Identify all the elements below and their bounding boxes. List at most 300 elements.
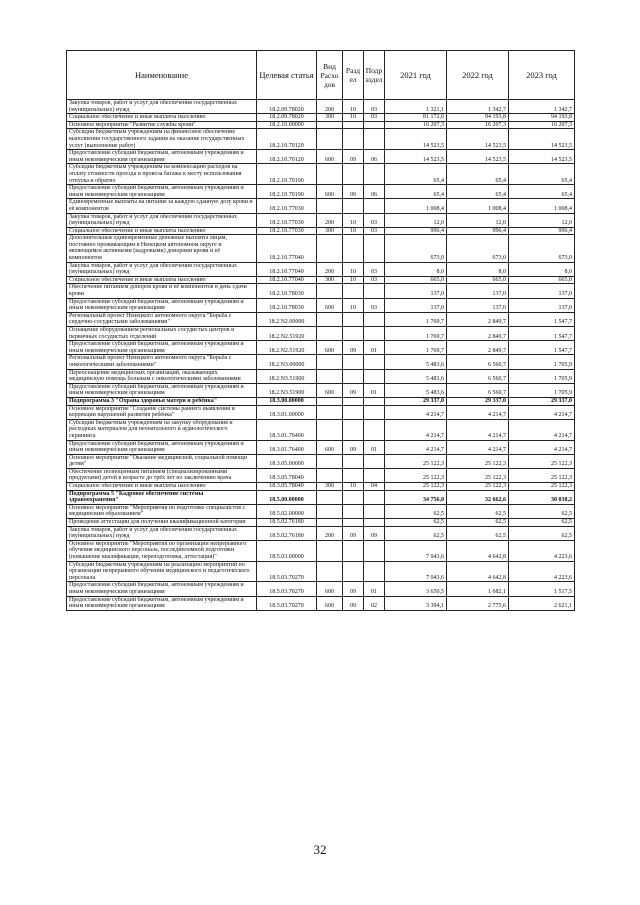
- row-razdel-cell: 09: [343, 440, 364, 454]
- row-article-cell: 18.2.10.00000: [257, 121, 317, 129]
- row-2022-cell: 62,5: [447, 504, 509, 518]
- table-row: [67, 468, 575, 482]
- row-2021-cell: 137,0: [385, 298, 447, 312]
- row-podrazdel-cell: [364, 405, 385, 419]
- row-podrazdel-cell: 03: [364, 227, 385, 235]
- row-name-cell: Дополнительные единовременные денежные выплаты лицам, постоянно проживающим в Ненецком автономном округе и являющимся активными (кадровыми) донорами крови и её компонентов: [67, 235, 257, 262]
- row-podrazdel-cell: 06: [364, 185, 385, 199]
- row-razdel-cell: [343, 468, 364, 482]
- table-row: [67, 561, 575, 582]
- table-row: [67, 490, 575, 504]
- row-vid-cell: [317, 129, 343, 150]
- table-row: [67, 121, 575, 129]
- row-razdel-cell: [343, 121, 364, 129]
- table-row: [67, 440, 575, 454]
- row-podrazdel-cell: 09: [364, 526, 385, 540]
- row-2023-cell: 137,0: [509, 284, 575, 298]
- row-2022-cell: 137,0: [447, 284, 509, 298]
- row-2022-cell: 65,4: [447, 164, 509, 185]
- row-vid-cell: 300: [317, 276, 343, 284]
- row-name-cell: Закупка товаров, работ и услуг для обеспечения государственных (муниципальных) нужд: [67, 262, 257, 276]
- row-razdel-cell: [343, 369, 364, 383]
- table-row: [67, 483, 575, 491]
- row-article-cell: 18.2.09.78020: [257, 114, 317, 122]
- row-name-cell: Региональный проект Ненецкого автономного округа "Борьба с онкологическими заболеваниями": [67, 355, 257, 369]
- row-2022-cell: 16 207,3: [447, 121, 509, 129]
- row-2022-cell: 2 849,7: [447, 341, 509, 355]
- row-podrazdel-cell: 03: [364, 262, 385, 276]
- row-podrazdel-cell: [364, 519, 385, 527]
- row-podrazdel-cell: [364, 312, 385, 326]
- row-article-cell: 18.2.09.78020: [257, 100, 317, 114]
- row-razdel-cell: 10: [343, 276, 364, 284]
- row-2023-cell: 1 008,4: [509, 199, 575, 213]
- row-podrazdel-cell: 03: [364, 114, 385, 122]
- row-podrazdel-cell: [364, 199, 385, 213]
- row-article-cell: 18.3.01.76400: [257, 419, 317, 440]
- row-vid-cell: 600: [317, 582, 343, 596]
- row-podrazdel-cell: [364, 419, 385, 440]
- row-2021-cell: 1 769,7: [385, 312, 447, 326]
- row-2023-cell: 4 214,7: [509, 440, 575, 454]
- row-razdel-cell: [343, 561, 364, 582]
- row-razdel-cell: [343, 284, 364, 298]
- row-article-cell: 18.2.10.77030: [257, 199, 317, 213]
- row-2021-cell: 1 321,1: [385, 100, 447, 114]
- row-vid-cell: [317, 504, 343, 518]
- row-name-cell: Переоснащение медицинских организаций, оказывающих медицинскую помощь больным с онкологическими заболеваниями: [67, 369, 257, 383]
- header-razdel: Разд ел: [343, 51, 364, 100]
- row-podrazdel-cell: [364, 490, 385, 504]
- row-vid-cell: [317, 419, 343, 440]
- table-row: [67, 582, 575, 596]
- row-2022-cell: 8,0: [447, 262, 509, 276]
- row-name-cell: Закупка товаров, работ и услуг для обеспечения государственных (муниципальных) нужд: [67, 526, 257, 540]
- row-2023-cell: 12,0: [509, 213, 575, 227]
- row-2022-cell: 1 342,7: [447, 100, 509, 114]
- row-razdel-cell: [343, 405, 364, 419]
- row-vid-cell: [317, 519, 343, 527]
- row-vid-cell: [317, 454, 343, 468]
- row-2023-cell: 25 122,3: [509, 483, 575, 491]
- table-row: [67, 185, 575, 199]
- row-article-cell: 18.2.10.77030: [257, 213, 317, 227]
- row-2021-cell: 65,4: [385, 164, 447, 185]
- row-2021-cell: 25 122,3: [385, 483, 447, 491]
- row-podrazdel-cell: [364, 129, 385, 150]
- table-row: [67, 383, 575, 397]
- row-2022-cell: 2 775,6: [447, 596, 509, 610]
- table-row: [67, 419, 575, 440]
- row-podrazdel-cell: [364, 164, 385, 185]
- table-header-row: [67, 51, 575, 100]
- row-podrazdel-cell: [364, 540, 385, 561]
- row-name-cell: Предоставление субсидий бюджетным, автономным учреждениям и иным некоммерческим организациям: [67, 596, 257, 610]
- row-name-cell: Социальное обеспечение и иные выплаты населению: [67, 114, 257, 122]
- header-vid: Вид Расхо дов: [317, 51, 343, 100]
- row-2023-cell: 665,0: [509, 276, 575, 284]
- row-name-cell: Основное мероприятие "Развитие службы крови": [67, 121, 257, 129]
- row-name-cell: Региональный проект Ненецкого автономного округа "Борьба с сердечно-сосудистыми заболеваниями": [67, 312, 257, 326]
- table-row: [67, 213, 575, 227]
- row-name-cell: Проведение аттестации для получения квалификационной категории: [67, 519, 257, 527]
- row-podrazdel-cell: 01: [364, 440, 385, 454]
- row-vid-cell: [317, 199, 343, 213]
- row-name-cell: Субсидии бюджетным учреждениям на реализацию мероприятий по организации непрерывного обучения медицинского и педагогического персонала: [67, 561, 257, 582]
- row-razdel-cell: [343, 419, 364, 440]
- row-podrazdel-cell: 06: [364, 150, 385, 164]
- row-name-cell: Единовременные выплаты на питание за каждую сданную дозу крови и её компонентов: [67, 199, 257, 213]
- row-vid-cell: [317, 490, 343, 504]
- row-2022-cell: 4 214,7: [447, 405, 509, 419]
- row-2022-cell: 25 122,3: [447, 468, 509, 482]
- row-2021-cell: 29 337,0: [385, 397, 447, 405]
- row-2022-cell: 996,4: [447, 227, 509, 235]
- row-razdel-cell: 10: [343, 114, 364, 122]
- row-2021-cell: 665,0: [385, 276, 447, 284]
- row-name-cell: Основное мероприятие "Мероприятия по подготовке специалистов с медицинским образованием": [67, 504, 257, 518]
- row-2023-cell: 1 547,7: [509, 327, 575, 341]
- row-2023-cell: 1 547,7: [509, 312, 575, 326]
- row-2021-cell: 62,5: [385, 504, 447, 518]
- row-2021-cell: 81 172,0: [385, 114, 447, 122]
- row-razdel-cell: 10: [343, 483, 364, 491]
- row-2023-cell: 4 214,7: [509, 419, 575, 440]
- row-podrazdel-cell: [364, 468, 385, 482]
- row-2021-cell: 62,5: [385, 526, 447, 540]
- table-row: [67, 355, 575, 369]
- row-vid-cell: [317, 540, 343, 561]
- row-article-cell: 18.5.03.70270: [257, 561, 317, 582]
- row-2021-cell: 12,0: [385, 213, 447, 227]
- table-row: [67, 129, 575, 150]
- row-podrazdel-cell: [364, 235, 385, 262]
- row-2022-cell: 2 849,7: [447, 327, 509, 341]
- row-2021-cell: 1 769,7: [385, 341, 447, 355]
- row-article-cell: 18.5.03.70270: [257, 582, 317, 596]
- row-article-cell: 18.2.10.77040: [257, 276, 317, 284]
- row-2021-cell: 4 214,7: [385, 419, 447, 440]
- row-2021-cell: 16 207,3: [385, 121, 447, 129]
- row-vid-cell: [317, 355, 343, 369]
- table-row: [67, 341, 575, 355]
- row-name-cell: Предоставление субсидий бюджетным, автономным учреждениям и иным некоммерческим организациям: [67, 298, 257, 312]
- row-2022-cell: 14 523,5: [447, 129, 509, 150]
- row-vid-cell: [317, 284, 343, 298]
- row-article-cell: 18.2.10.70120: [257, 129, 317, 150]
- row-podrazdel-cell: [364, 454, 385, 468]
- row-vid-cell: [317, 405, 343, 419]
- row-name-cell: Предоставление субсидий бюджетным, автономным учреждениям и иным некоммерческим организациям: [67, 582, 257, 596]
- header-podrazdel: Подр аздел: [364, 51, 385, 100]
- row-article-cell: 18.5.03.00000: [257, 540, 317, 561]
- row-podrazdel-cell: [364, 284, 385, 298]
- row-2021-cell: 996,4: [385, 227, 447, 235]
- row-2021-cell: 62,5: [385, 519, 447, 527]
- row-article-cell: 18.2.10.70190: [257, 185, 317, 199]
- budget-table: [66, 50, 575, 611]
- row-2022-cell: 665,0: [447, 276, 509, 284]
- row-2023-cell: 25 122,3: [509, 468, 575, 482]
- row-2021-cell: 1 769,7: [385, 327, 447, 341]
- table-row: [67, 369, 575, 383]
- row-vid-cell: 200: [317, 213, 343, 227]
- row-2023-cell: 62,5: [509, 504, 575, 518]
- row-article-cell: 18.3.00.00000: [257, 397, 317, 405]
- row-2023-cell: 16 207,3: [509, 121, 575, 129]
- row-2022-cell: 4 642,8: [447, 561, 509, 582]
- row-razdel-cell: 09: [343, 185, 364, 199]
- row-2023-cell: 65,4: [509, 164, 575, 185]
- row-2021-cell: 34 756,0: [385, 490, 447, 504]
- row-name-cell: Субсидии бюджетным учреждениям на компенсацию расходов на оплату стоимости проезда и провоза багажа к месту использования отпуска и обратно: [67, 164, 257, 185]
- row-razdel-cell: 09: [343, 150, 364, 164]
- row-2023-cell: 137,0: [509, 298, 575, 312]
- row-article-cell: 18.2.N2.00000: [257, 312, 317, 326]
- table-row: [67, 114, 575, 122]
- row-vid-cell: 200: [317, 526, 343, 540]
- row-2022-cell: 6 560,7: [447, 355, 509, 369]
- row-razdel-cell: [343, 504, 364, 518]
- row-podrazdel-cell: 01: [364, 582, 385, 596]
- row-article-cell: 18.2.N3.00000: [257, 355, 317, 369]
- row-2022-cell: 25 122,3: [447, 483, 509, 491]
- row-2022-cell: 94 193,8: [447, 114, 509, 122]
- row-2022-cell: 29 337,0: [447, 397, 509, 405]
- row-2022-cell: 62,5: [447, 526, 509, 540]
- row-article-cell: 18.3.01.76400: [257, 440, 317, 454]
- row-podrazdel-cell: 02: [364, 596, 385, 610]
- row-2021-cell: 5 483,6: [385, 355, 447, 369]
- row-podrazdel-cell: [364, 397, 385, 405]
- row-2023-cell: 1 342,7: [509, 100, 575, 114]
- page-number: 32: [313, 842, 327, 857]
- row-razdel-cell: [343, 312, 364, 326]
- row-podrazdel-cell: 01: [364, 383, 385, 397]
- table-row: [67, 454, 575, 468]
- table-row: [67, 199, 575, 213]
- header-2023: 2023 год: [509, 51, 575, 100]
- row-name-cell: Предоставление субсидий бюджетным, автономным учреждениям и иным некоммерческим организациям: [67, 440, 257, 454]
- row-article-cell: 18.3.05.78040: [257, 468, 317, 482]
- row-vid-cell: 300: [317, 227, 343, 235]
- row-2023-cell: 29 337,0: [509, 397, 575, 405]
- row-razdel-cell: [343, 235, 364, 262]
- row-article-cell: 18.2.10.78030: [257, 284, 317, 298]
- row-vid-cell: [317, 121, 343, 129]
- row-razdel-cell: 10: [343, 100, 364, 114]
- row-2023-cell: 996,4: [509, 227, 575, 235]
- row-2021-cell: 673,0: [385, 235, 447, 262]
- row-2023-cell: 25 122,3: [509, 454, 575, 468]
- row-name-cell: Оснащение оборудованием региональных сосудистых центров и первичных сосудистых отделений: [67, 327, 257, 341]
- table-row: [67, 540, 575, 561]
- table-row: [67, 397, 575, 405]
- row-podrazdel-cell: 03: [364, 213, 385, 227]
- row-article-cell: 18.2.N3.51900: [257, 369, 317, 383]
- table-row: [67, 327, 575, 341]
- row-name-cell: Основное мероприятие "Оказание медицинской, социальной помощи детям": [67, 454, 257, 468]
- row-2023-cell: 62,5: [509, 519, 575, 527]
- row-name-cell: Подпрограмма 5 "Кадровое обеспечение системы здравоохранения": [67, 490, 257, 504]
- row-2021-cell: 137,0: [385, 284, 447, 298]
- header-2021: 2021 год: [385, 51, 447, 100]
- row-2023-cell: 1 705,9: [509, 355, 575, 369]
- row-article-cell: 18.3.05.78040: [257, 483, 317, 491]
- row-2023-cell: 2 621,1: [509, 596, 575, 610]
- row-2023-cell: 14 523,5: [509, 129, 575, 150]
- row-2022-cell: 6 560,7: [447, 383, 509, 397]
- row-podrazdel-cell: [364, 504, 385, 518]
- row-name-cell: Закупка товаров, работ и услуг для обеспечения государственных (муниципальных) нужд: [67, 100, 257, 114]
- row-2021-cell: 7 043,6: [385, 540, 447, 561]
- row-2021-cell: 3 394,1: [385, 596, 447, 610]
- table-row: [67, 596, 575, 610]
- table-row: [67, 526, 575, 540]
- table-row: [67, 262, 575, 276]
- row-podrazdel-cell: [364, 121, 385, 129]
- row-2021-cell: 14 523,5: [385, 150, 447, 164]
- row-2022-cell: 4 214,7: [447, 419, 509, 440]
- header-2022: 2022 год: [447, 51, 509, 100]
- row-razdel-cell: 10: [343, 227, 364, 235]
- row-podrazdel-cell: 03: [364, 100, 385, 114]
- row-razdel-cell: 09: [343, 383, 364, 397]
- row-article-cell: 18.2.N3.51900: [257, 383, 317, 397]
- row-podrazdel-cell: 03: [364, 276, 385, 284]
- row-2022-cell: 673,0: [447, 235, 509, 262]
- row-vid-cell: [317, 235, 343, 262]
- row-vid-cell: [317, 369, 343, 383]
- row-article-cell: 18.2.10.77040: [257, 235, 317, 262]
- row-article-cell: 18.2.10.70190: [257, 164, 317, 185]
- row-vid-cell: [317, 468, 343, 482]
- row-name-cell: Обеспечение полноценным питанием (специализированными продуктами) детей в возрасте до трёх лет по заключению врача: [67, 468, 257, 482]
- row-vid-cell: [317, 397, 343, 405]
- row-podrazdel-cell: 01: [364, 341, 385, 355]
- row-2023-cell: 4 223,6: [509, 561, 575, 582]
- row-vid-cell: [317, 327, 343, 341]
- row-2022-cell: 4 214,7: [447, 440, 509, 454]
- header-article: Целевая статья: [257, 51, 317, 100]
- row-2022-cell: 1 682,1: [447, 582, 509, 596]
- row-razdel-cell: [343, 540, 364, 561]
- row-vid-cell: [317, 561, 343, 582]
- row-article-cell: 18.5.02.76180: [257, 519, 317, 527]
- row-podrazdel-cell: [364, 369, 385, 383]
- row-2023-cell: 1 547,7: [509, 341, 575, 355]
- row-article-cell: 18.2.10.70120: [257, 150, 317, 164]
- table-row: [67, 284, 575, 298]
- row-podrazdel-cell: 04: [364, 483, 385, 491]
- row-2023-cell: 30 038,2: [509, 490, 575, 504]
- row-vid-cell: 600: [317, 298, 343, 312]
- row-name-cell: Основное мероприятие "Создание системы раннего выявления и коррекции нарушений развития ребёнка": [67, 405, 257, 419]
- row-vid-cell: 600: [317, 383, 343, 397]
- row-vid-cell: 600: [317, 185, 343, 199]
- row-name-cell: Предоставление субсидий бюджетным, автономным учреждениям и иным некоммерческим организациям: [67, 383, 257, 397]
- row-2021-cell: 7 043,6: [385, 561, 447, 582]
- table-row: [67, 504, 575, 518]
- row-2021-cell: 5 483,6: [385, 383, 447, 397]
- row-razdel-cell: 09: [343, 526, 364, 540]
- row-vid-cell: 600: [317, 440, 343, 454]
- row-name-cell: Предоставление субсидий бюджетным, автономным учреждениям и иным некоммерческим организациям: [67, 150, 257, 164]
- row-2023-cell: 673,0: [509, 235, 575, 262]
- row-vid-cell: 600: [317, 596, 343, 610]
- row-name-cell: Социальное обеспечение и иные выплаты населению: [67, 227, 257, 235]
- row-podrazdel-cell: [364, 327, 385, 341]
- row-2021-cell: 5 483,6: [385, 369, 447, 383]
- row-name-cell: Субсидии бюджетным учреждениям на финансовое обеспечение выполнения государственного задания на оказание государственных услуг (выполнение работ): [67, 129, 257, 150]
- row-vid-cell: 600: [317, 150, 343, 164]
- table-row: [67, 235, 575, 262]
- row-name-cell: Социальное обеспечение и иные выплаты населению: [67, 483, 257, 491]
- row-2023-cell: 1 705,9: [509, 383, 575, 397]
- row-podrazdel-cell: [364, 561, 385, 582]
- row-article-cell: 18.5.02.00000: [257, 504, 317, 518]
- table-row: [67, 405, 575, 419]
- row-article-cell: 18.2.N2.51920: [257, 327, 317, 341]
- row-article-cell: 18.5.03.70270: [257, 596, 317, 610]
- row-razdel-cell: 10: [343, 262, 364, 276]
- row-name-cell: Закупка товаров, работ и услуг для обеспечения государственных (муниципальных) нужд: [67, 213, 257, 227]
- row-name-cell: Предоставление субсидий бюджетным, автономным учреждениям и иным некоммерческим организациям: [67, 185, 257, 199]
- row-2023-cell: 62,5: [509, 526, 575, 540]
- row-razdel-cell: [343, 129, 364, 150]
- row-razdel-cell: [343, 355, 364, 369]
- row-razdel-cell: 09: [343, 596, 364, 610]
- row-vid-cell: [317, 164, 343, 185]
- row-vid-cell: 300: [317, 114, 343, 122]
- row-article-cell: 18.2.10.77030: [257, 227, 317, 235]
- row-podrazdel-cell: [364, 355, 385, 369]
- row-razdel-cell: 09: [343, 341, 364, 355]
- table-row: [67, 164, 575, 185]
- row-name-cell: Подпрограмма 3 "Охрана здоровья матери и ребёнка": [67, 397, 257, 405]
- row-razdel-cell: [343, 397, 364, 405]
- row-2022-cell: 65,4: [447, 185, 509, 199]
- table-row: [67, 100, 575, 114]
- row-2023-cell: 65,4: [509, 185, 575, 199]
- row-2022-cell: 25 122,3: [447, 454, 509, 468]
- row-2022-cell: 6 560,7: [447, 369, 509, 383]
- row-razdel-cell: [343, 454, 364, 468]
- row-2022-cell: 62,5: [447, 519, 509, 527]
- row-razdel-cell: [343, 164, 364, 185]
- table-row: [67, 150, 575, 164]
- row-2021-cell: 25 122,3: [385, 454, 447, 468]
- row-vid-cell: 200: [317, 100, 343, 114]
- row-2023-cell: 8,0: [509, 262, 575, 276]
- row-razdel-cell: 10: [343, 298, 364, 312]
- table-row: [67, 276, 575, 284]
- row-2021-cell: 25 122,3: [385, 468, 447, 482]
- row-2022-cell: 137,0: [447, 298, 509, 312]
- row-2022-cell: 4 642,8: [447, 540, 509, 561]
- row-podrazdel-cell: 03: [364, 298, 385, 312]
- row-2021-cell: 8,0: [385, 262, 447, 276]
- row-article-cell: 18.2.10.78030: [257, 298, 317, 312]
- row-2023-cell: 1 517,5: [509, 582, 575, 596]
- row-2023-cell: 4 223,6: [509, 540, 575, 561]
- table-body: [67, 100, 575, 611]
- row-2021-cell: 14 523,5: [385, 129, 447, 150]
- row-name-cell: Субсидии бюджетным учреждениям на закупку оборудования и расходных материалов для неонатального и аудиологического скрининга: [67, 419, 257, 440]
- table-row: [67, 298, 575, 312]
- row-razdel-cell: 10: [343, 213, 364, 227]
- row-razdel-cell: [343, 327, 364, 341]
